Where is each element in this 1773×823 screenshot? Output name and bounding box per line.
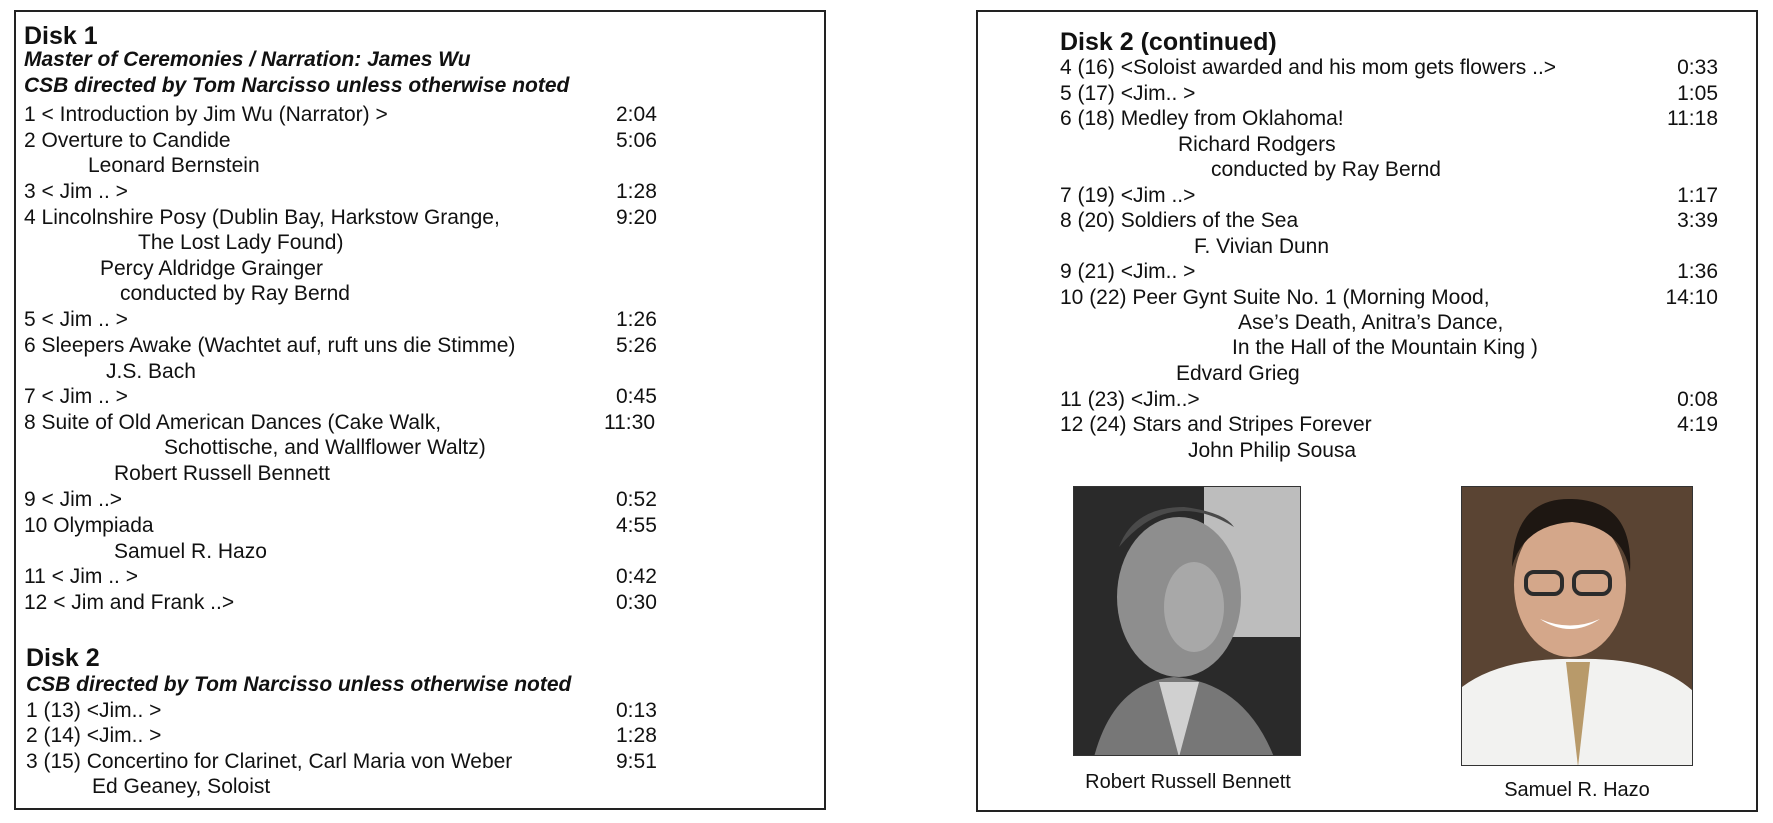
- disk1-title: Disk 1: [24, 22, 98, 50]
- right-panel: [976, 10, 1758, 812]
- track-line: 2 (14) <Jim.. >: [26, 724, 162, 747]
- composer-line: Percy Aldridge Grainger: [100, 257, 323, 280]
- track-line: 10 Olympiada: [24, 514, 154, 537]
- composer-line: Richard Rodgers: [1178, 133, 1336, 156]
- track-line: 12 < Jim and Frank ..>: [24, 591, 235, 614]
- track-line: 9 < Jim ..>: [24, 488, 123, 511]
- composer-line: J.S. Bach: [106, 360, 196, 383]
- track-line: 4 (16) <Soloist awarded and his mom gets flowers ..>: [1060, 56, 1557, 79]
- track-line: 11 (23) <Jim..>: [1060, 388, 1200, 411]
- track-line: 1 < Introduction by Jim Wu (Narrator) >: [24, 103, 388, 126]
- disk1-subtitle-csb: CSB directed by Tom Narcisso unless otherwise noted: [24, 74, 570, 97]
- track-duration: 0:13: [616, 699, 657, 722]
- composer-line: Robert Russell Bennett: [114, 462, 330, 485]
- portrait-photo-icon: [1462, 487, 1693, 766]
- track-duration: 9:51: [616, 750, 657, 773]
- track-duration: 9:20: [616, 206, 657, 229]
- composer-line: Samuel R. Hazo: [114, 540, 267, 563]
- track-duration: 0:45: [616, 385, 657, 408]
- track-line: 8 Suite of Old American Dances (Cake Walk,: [24, 411, 442, 434]
- track-duration: 0:52: [616, 488, 657, 511]
- track-duration: 4:55: [616, 514, 657, 537]
- track-duration: 0:42: [616, 565, 657, 588]
- disk1-subtitle-narration: Master of Ceremonies / Narration: James Wu: [24, 48, 471, 71]
- track-duration: 1:36: [1677, 260, 1718, 283]
- conductor-line: conducted by Ray Bernd: [1211, 158, 1441, 181]
- disk2-subtitle: CSB directed by Tom Narcisso unless otherwise noted: [26, 673, 572, 696]
- hazo-caption: Samuel R. Hazo: [1504, 779, 1650, 801]
- track-duration: 11:30: [604, 411, 655, 434]
- composer-line: F. Vivian Dunn: [1194, 235, 1330, 258]
- track-line: 5 < Jim .. >: [24, 308, 128, 331]
- track-line: 7 < Jim .. >: [24, 385, 128, 408]
- track-continuation: Ase’s Death, Anitra’s Dance,: [1238, 311, 1504, 334]
- composer-line: Edvard Grieg: [1176, 362, 1300, 385]
- track-duration: 1:28: [616, 724, 657, 747]
- track-duration: 0:08: [1677, 388, 1718, 411]
- track-line: 5 (17) <Jim.. >: [1060, 82, 1196, 105]
- track-line: 10 (22) Peer Gynt Suite No. 1 (Morning Mood,: [1060, 286, 1490, 309]
- track-line: 8 (20) Soldiers of the Sea: [1060, 209, 1299, 232]
- disk2-continued-title: Disk 2 (continued): [1060, 28, 1277, 56]
- track-line: 7 (19) <Jim ..>: [1060, 184, 1196, 207]
- track-duration: 11:18: [1667, 107, 1718, 130]
- track-line: 11 < Jim .. >: [24, 565, 138, 588]
- disk2-title: Disk 2: [26, 644, 100, 672]
- composer-line: John Philip Sousa: [1188, 439, 1357, 462]
- track-line: 6 (18) Medley from Oklahoma!: [1060, 107, 1344, 130]
- track-line: 2 Overture to Candide: [24, 129, 231, 152]
- track-duration: 0:33: [1677, 56, 1718, 79]
- track-duration: 1:26: [616, 308, 657, 331]
- track-duration: 1:17: [1677, 184, 1718, 207]
- conductor-line: conducted by Ray Bernd: [120, 282, 350, 305]
- track-duration: 3:39: [1677, 209, 1718, 232]
- left-panel: [14, 10, 826, 810]
- track-continuation: In the Hall of the Mountain King ): [1232, 336, 1538, 359]
- track-duration: 0:30: [616, 591, 657, 614]
- track-line: 4 Lincolnshire Posy (Dublin Bay, Harkstow Grange,: [24, 206, 500, 229]
- track-duration: 14:10: [1665, 286, 1718, 309]
- track-line: 3 (15) Concertino for Clarinet, Carl Maria von Weber: [26, 750, 513, 773]
- track-line: 1 (13) <Jim.. >: [26, 699, 162, 722]
- track-line: 9 (21) <Jim.. >: [1060, 260, 1196, 283]
- track-line: 6 Sleepers Awake (Wachtet auf, ruft uns die Stimme): [24, 334, 516, 357]
- track-continuation: Schottische, and Wallflower Waltz): [164, 436, 486, 459]
- track-line: 3 < Jim .. >: [24, 180, 128, 203]
- bennett-photo: [1073, 486, 1301, 756]
- portrait-photo-icon: [1074, 487, 1301, 756]
- bennett-caption: Robert Russell Bennett: [1085, 771, 1291, 793]
- track-duration: 1:28: [616, 180, 657, 203]
- composer-line: Leonard Bernstein: [88, 154, 260, 177]
- track-continuation: The Lost Lady Found): [138, 231, 344, 254]
- track-duration: 2:04: [616, 103, 657, 126]
- track-duration: 1:05: [1677, 82, 1718, 105]
- hazo-photo: [1461, 486, 1693, 766]
- track-line: 12 (24) Stars and Stripes Forever: [1060, 413, 1372, 436]
- track-duration: 5:26: [616, 334, 657, 357]
- track-duration: 4:19: [1677, 413, 1718, 436]
- soloist-line: Ed Geaney, Soloist: [92, 775, 271, 798]
- track-duration: 5:06: [616, 129, 657, 152]
